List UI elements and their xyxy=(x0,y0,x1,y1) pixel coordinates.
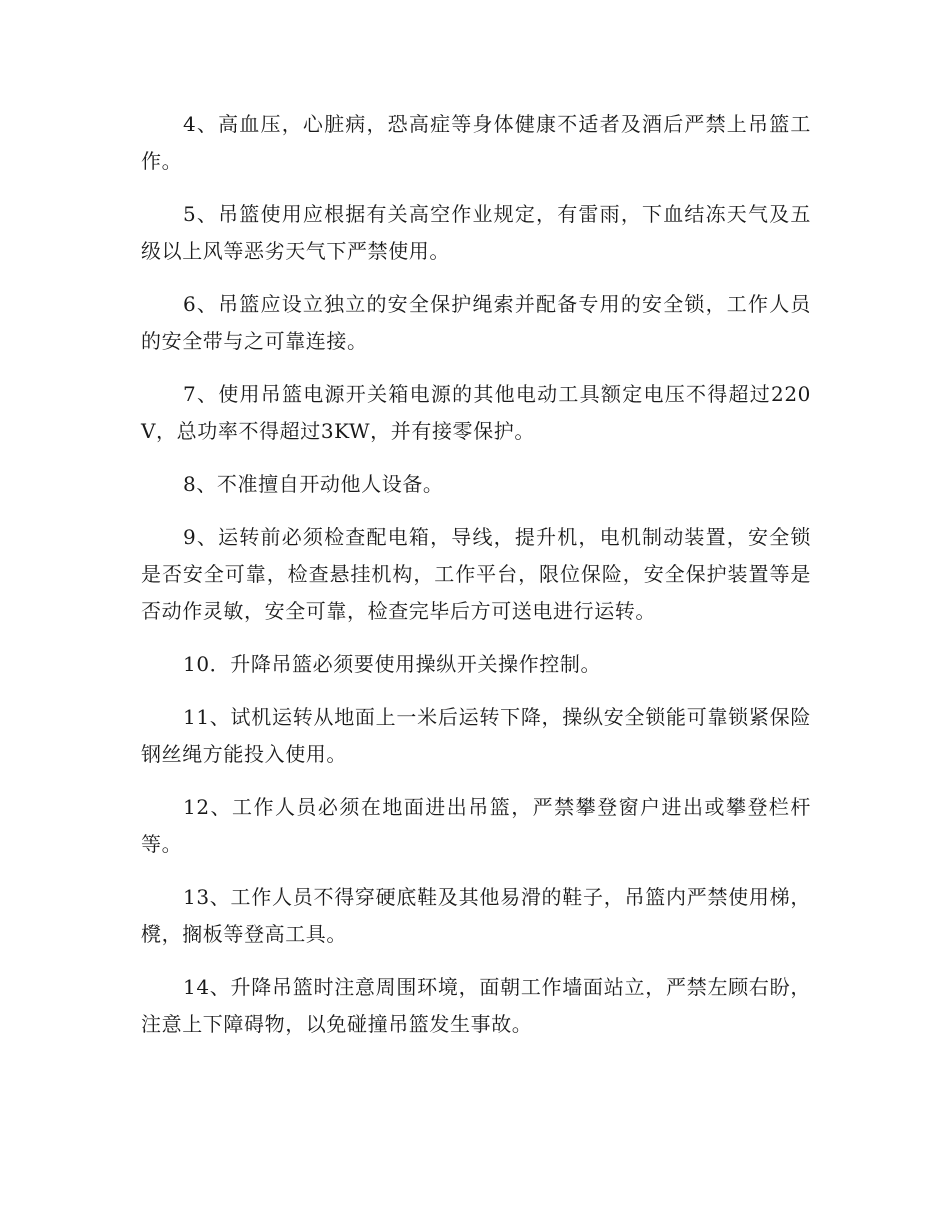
paragraph-rule-9: 9、运转前必须检查配电箱，导线，提升机，电机制动装置，安全锁是否安全可靠，检查悬挂机构，工作平台，限位保险，安全保护装置等是否动作灵敏，安全可靠，检查完毕后方可送电进行运转。 xyxy=(141,525,811,623)
paragraph-rule-10: 10．升降吊篮必须要使用操纵开关操作控制。 xyxy=(183,652,602,676)
paragraph-rule-13: 13、工作人员不得穿硬底鞋及其他易滑的鞋子，吊篮内严禁使用梯，櫈，搁板等登高工具。 xyxy=(141,885,811,946)
paragraph-rule-6: 6、吊篮应设立独立的安全保护绳索并配备专用的安全锁，工作人员的安全带与之可靠连接。 xyxy=(141,292,811,353)
document-body xyxy=(141,106,811,1059)
paragraph-rule-14: 14、升降吊篮时注意周围环境，面朝工作墙面站立，严禁左顾右盼，注意上下障碍物，以免碰撞吊篮发生事故。 xyxy=(141,975,811,1036)
paragraph-rule-11: 11、试机运转从地面上一米后运转下降，操纵安全锁能可靠锁紧保险钢丝绳方能投入使用。 xyxy=(141,705,811,766)
paragraph-rule-8: 8、不准擅自开动他人设备。 xyxy=(183,472,444,496)
paragraph-rule-5: 5、吊篮使用应根据有关高空作业规定，有雷雨，下血结冻天气及五级以上风等恶劣天气下严禁使用。 xyxy=(141,202,811,263)
paragraph-rule-12: 12、工作人员必须在地面进出吊篮，严禁攀登窗户进出或攀登栏杆等。 xyxy=(141,795,811,856)
paragraph-rule-7: 7、使用吊篮电源开关箱电源的其他电动工具额定电压不得超过220V，总功率不得超过3KW，并有接零保护。 xyxy=(141,382,811,443)
paragraph-rule-4: 4、高血压，心脏病，恐高症等身体健康不适者及酒后严禁上吊篮工作。 xyxy=(141,112,811,173)
